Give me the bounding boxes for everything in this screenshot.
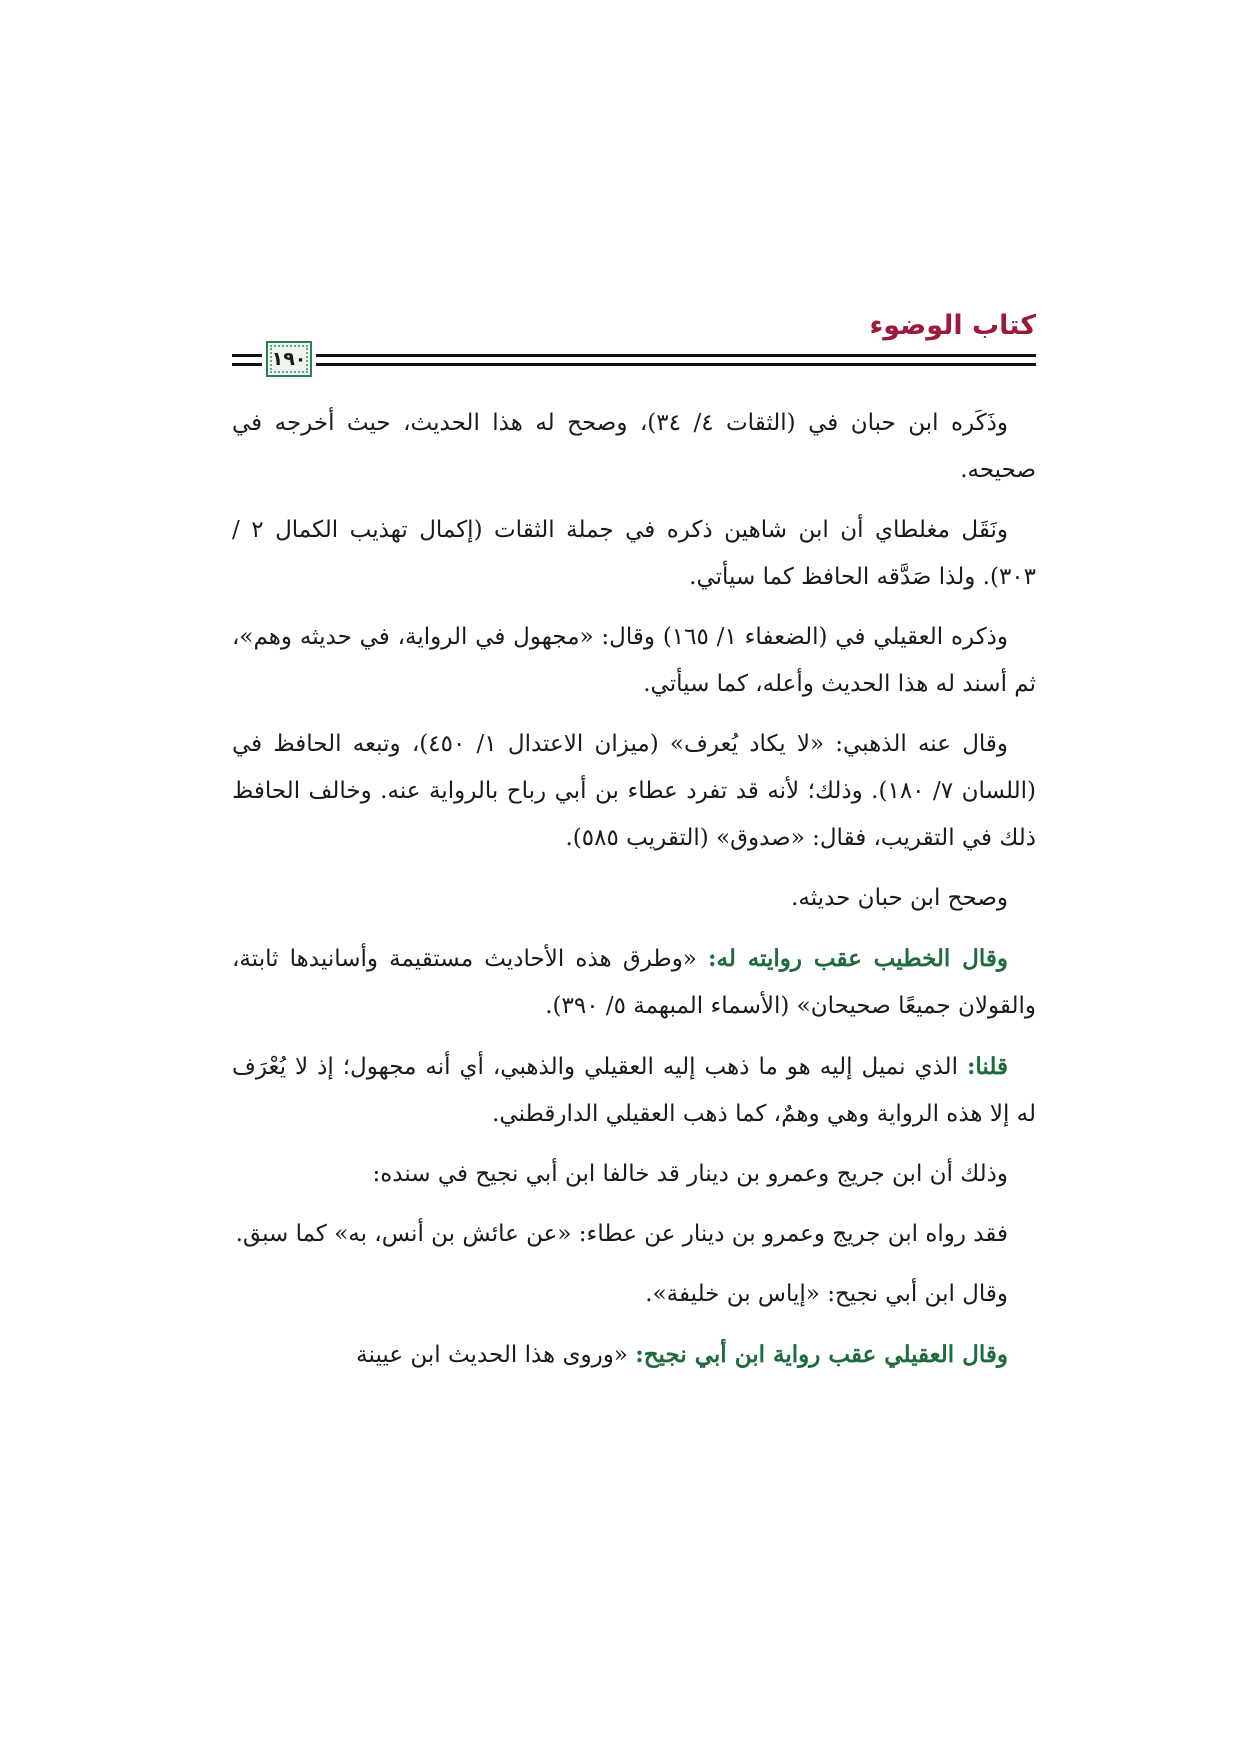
paragraph-lead: وقال العقيلي عقب رواية ابن أبي نجيح: [635,1341,1008,1368]
paragraph-text: ونَقَل مغلطاي أن ابن شاهين ذكره في جملة الثقات (إكمال تهذيب الكمال ٢ / ٣٠٣). ولذا صَدَّقه الحافظ كما سيأتي. [232,517,1036,590]
paragraph [232,1271,1036,1318]
book-title: كتاب الوضوء [869,310,1036,341]
paragraph-text: «وروى هذا الحديث ابن عيينة [356,1342,636,1368]
paragraph-text: وذلك أن ابن جريج وعمرو بن دينار قد خالفا ابن أبي نجيح في سنده: [372,1161,1008,1187]
paragraph [232,721,1036,862]
header-rule [232,363,262,366]
paragraph [232,614,1036,708]
paragraph-text: وذكره العقيلي في (الضعفاء ١/ ١٦٥) وقال: «مجهول في الرواية، في حديثه وهم»، ثم أسند له هذا الحديث وأعله، كما سيأتي. [232,624,1036,697]
header-rule [232,354,262,357]
paragraph-lead: قلنا: [966,1053,1008,1080]
paragraph [232,1151,1036,1198]
paragraph-text: فقد رواه ابن جريج وعمرو بن دينار عن عطاء: «عن عائش بن أنس، به» كما سبق. [235,1221,1008,1247]
page-number: ١٩٠ [266,341,312,377]
page-header [232,310,1036,390]
paragraph [232,875,1036,922]
paragraph-text: الذي نميل إليه هو ما ذهب إليه العقيلي والذهبي، أي أنه مجهول؛ إذ لا يُعْرَف له إلا هذه الرواية وهي وهمٌ، كما ذهب العقيلي الدارقطني. [232,1054,1036,1127]
paragraph-text: وصحح ابن حبان حديثه. [791,885,1008,911]
paragraph-text: «وطرق هذه الأحاديث مستقيمة وأسانيدها ثابتة، والقولان جميعًا صحيحان» (الأسماء المبهمة ٥/ ٣٩٠). [232,946,1036,1019]
page-body [232,400,1036,1392]
header-rule [316,363,1036,366]
paragraph [232,507,1036,601]
paragraph [232,400,1036,494]
header-rule [316,354,1036,357]
paragraph [232,1331,1036,1379]
paragraph [232,1043,1036,1138]
paragraph [232,1211,1036,1258]
paragraph-text: وذَكَره ابن حبان في (الثقات ٤/ ٣٤)، وصحح له هذا الحديث، حيث أخرجه في صحيحه. [232,410,1036,483]
paragraph [232,935,1036,1030]
paragraph-text: وقال عنه الذهبي: «لا يكاد يُعرف» (ميزان الاعتدال ١/ ٤٥٠)، وتبعه الحافظ في (اللسان ٧/ ١٨٠). وذلك؛ لأنه قد تفرد عطاء بن أبي رباح بالرواية عنه. وخالف الحافظ ذلك في التقريب، فقال: «صدوق» (التقريب ٥٨٥). [232,731,1037,851]
paragraph-lead: وقال الخطيب عقب روايته له: [708,945,1008,972]
paragraph-text: وقال ابن أبي نجيح: «إياس بن خليفة». [645,1281,1008,1307]
